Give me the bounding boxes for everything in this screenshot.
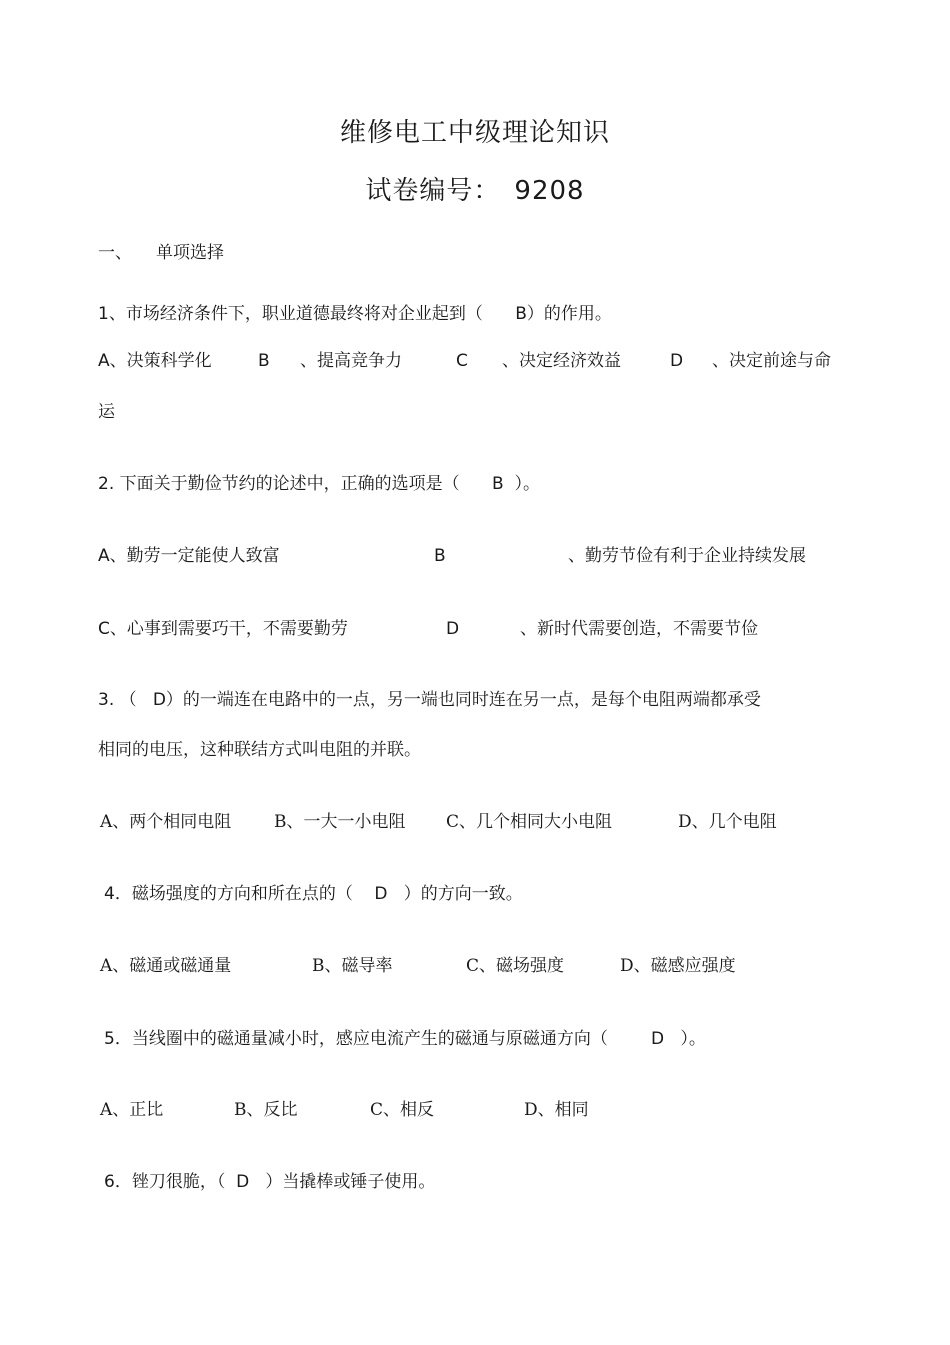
question-3-stem-line-1: 3. （ D）的一端连在电路中的一点，另一端也同时连在另一点，是每个电阻两端都承受 [98,690,761,710]
question-6-stem: 6．锉刀很脆，（ D ）当撬棒或锤子使用。 [104,1172,436,1192]
q4-option-d: D、磁感应强度 [620,956,736,976]
q1-option-d-letter: D [670,351,684,371]
q4-option-b: B、磁导率 [312,956,393,976]
q3-option-b: B、一大一小电阻 [274,812,406,832]
question-4-stem: 4．磁场强度的方向和所在点的（ D ）的方向一致。 [104,884,523,904]
q5-option-c: C、相反 [370,1100,435,1120]
question-5-stem: 5．当线圈中的磁通量减小时，感应电流产生的磁通与原磁通方向（ D ）。 [104,1029,706,1049]
q1-option-b-letter: B [258,351,270,371]
q5-option-a: A、正比 [100,1100,164,1120]
q3-option-a: A、两个相同电阻 [100,812,232,832]
q3-option-d: D、几个电阻 [678,812,777,832]
q1-option-d-text: 、决定前途与命 [712,351,831,371]
q1-option-c-letter: C [456,351,468,371]
q2-option-c: C、心事到需要巧干，不需要勤劳 [98,619,348,639]
q4-option-a: A、磁通或磁通量 [100,956,232,976]
question-1-stem: 1、市场经济条件下，职业道德最终将对企业起到（ B）的作用。 [98,304,612,324]
q2-option-a: A、勤劳一定能使人致富 [98,546,280,566]
q1-option-b-text: 、提高竞争力 [300,351,402,371]
q5-option-b: B、反比 [234,1100,298,1120]
q2-option-d-text: 、新时代需要创造，不需要节俭 [520,619,758,639]
section-number: 一、 [98,243,132,263]
document-title: 维修电工中级理论知识 [339,118,610,148]
q5-option-d: D、相同 [524,1100,589,1120]
q1-option-d-continuation: 运 [98,402,115,422]
q4-option-c: C、磁场强度 [466,956,565,976]
paper-number-line [0,170,950,207]
question-3-stem-line-2: 相同的电压，这种联结方式叫电阻的并联。 [98,740,421,760]
q2-option-b-text: 、勤劳节俭有利于企业持续发展 [568,546,806,566]
q2-option-b-letter: B [434,546,446,566]
question-2-stem: 2. 下面关于勤俭节约的论述中，正确的选项是（ B ）。 [98,474,541,494]
q1-option-a: A、决策科学化 [98,351,212,371]
q1-option-c-text: 、决定经济效益 [502,351,621,371]
paper-number-label: 试卷编号： [365,176,501,206]
q3-option-c: C、几个相同大小电阻 [446,812,613,832]
paper-number: 9208 [514,176,585,206]
q2-option-d-letter: D [446,619,460,639]
section-title: 单项选择 [156,243,224,263]
